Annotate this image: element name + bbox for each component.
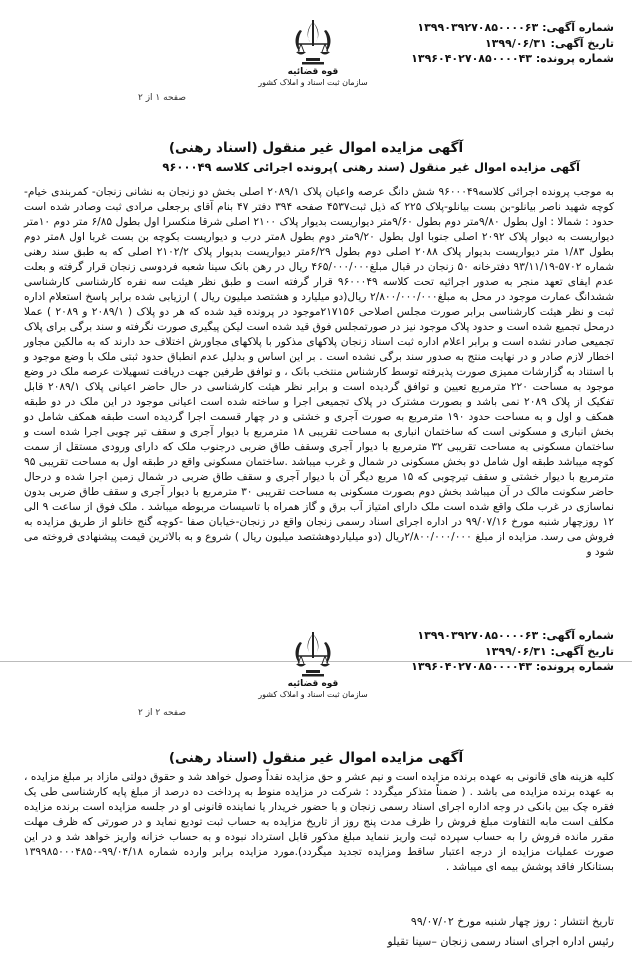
case-number: شماره پرونده: ۱۳۹۶۰۴۰۲۷۰۸۵۰۰۰۰۴۳ — [411, 660, 614, 673]
notice-date: تاریخ آگهی: ۱۳۹۹/۰۶/۳۱ — [484, 36, 614, 50]
notice-body: کلیه هزینه های قانونی به عهده برنده مزایده است و نیم عشر و حق مزایده نقداً وصول خواهد شد و حقوق دولتی مازاد بر مبلغ مزایده ، به عهده برنده مزایده می باشد . ( ضمناً متذکر میگردد : شرکت در مزایده منوط به پرداخت ده درصد از مبلغ پایه کارشناسی طی یک فقره چک بین بانکی در وجه اداره اجرای اسناد رسمی زنجان و با حضور خریدار یا نماینده قانونی او در جلسه مزایده است برنده مزایده مکلف است مابه التفاوت مبلغ فروش را ظرف مدت پنج روز از تاریخ مزایده به حساب ثبت تودیع نماید و در صورتی که ظرف مهلت مقرر مانده فروش را به حساب سپرده ثبت واریز ننماید مبلغ مذکور قابل استرداد نبوده و به حساب خزانه واریز خواهد شد و در این صورت عملیات مزایده از درجه اعتبار ساقط ومزایده تجدید میگردد).مورد مزایده برابر وارده شماره ۹۹/۰۴/۱۸-۱۳۹۹۸۵۰۰۰۴۸۵۰ بستانکار فاقد پوشش بیمه ای میباشد . — [24, 771, 614, 873]
notice-footer — [387, 912, 614, 952]
notice-meta — [411, 628, 614, 675]
case-number: شماره پرونده: ۱۳۹۶۰۴۰۲۷۰۸۵۰۰۰۰۴۳ — [411, 52, 614, 65]
judiciary-emblem-icon — [290, 14, 336, 66]
notice-body: به موجب پرونده اجرائی کلاسه۹۶۰۰۰۴۹ شش دانگ عرصه واعیان پلاک ۲۰۸۹/۱ اصلی بخش دو زنجان به نشانی زنجان- کمربندی خیام-کوچه شهید ناصر بیانلو-بن بست بیانلو-پلاک ۲۲۵ که ذیل ثبت۴۵۳۷ صفحه ۳۹۴ دفتر ۴۷ بنام آقای برجعلی مرادی ثبت وصادر شده است حدود : شمالا : اول بطول ۹/۸۰متر دوم بطول ۹/۶۰متر دیواریست بدیوار پلاک ۲۱۰۰ اصلی شرقا منکسرا اول بطول ۶/۸۵ متر دوم ۱۰متر دیواریست به دیوار پلاک ۲۰۹۲ اصلی جنوبا اول بطول ۹/۲۰متر دوم بطول ۸متر درب و دیواریست بکوچه بن بست غربا اول ۸متر دوم بطول ۱/۸۳ متر دیواریست بدیوار پلاک ۲۰۸۸ اصلی دوم بطول ۶/۲۹متر دیواریست بدیوار پلاک ۲۱۰۲/۲ اصلی که به طبق سند رهنی شماره ۵۷۰۲-۹۳/۱۱/۱۹ دفترخانه ۵۰ زنجان در قبال مبلغ۴۶۵/۰۰۰/۰۰۰ ریال در رهن بانک سینا شعبه فردوسی زنجان قرار گرفته و بعلت عدم ایفای تعهد منجر به صدور اجرائیه تحت کلاسه ۹۶۰۰۰۴۹ قرار گرفته است و طبق نظر هیئت سه نفره کارشناسی کارشناسی ششدانگ عمارت موجود در محل به مبلغ۲/۸۰۰/۰۰۰/۰۰۰ ریال(دو میلیارد و هشتصد میلیون ریال ) ارزیابی شده برابر پاسخ استعلام اداره ثبت و نظر هیئت کارشناسی برابر صورت مجلس اصلاحی ۲۱۷۱۵۶موجود در پرونده قید شده که هر دو پلاک ( ۲۰۸۹/۱ و ۲۰۸۹ ) عملا درمحل تجمیع شده است و حدود پلاک موجود نیز در صورتمجلس فوق قید شده است لیکن پیگیری صورت نگرفته و سند برگی برای پلاک تجمیعی صادر نشده است و برابر اعلام اداره ثبت اسناد زنجان پلاکهای مذکور با پلاکهای مجاورش اختلاف حد دارند که به مالکین مجاور اخطار لازم صادر و در نهایت منتج به صدور سند برگی نشده است . بر این اساس و بدلیل عدم انطباق حدود ثبتی ملک با وضع موجود و با استناد به گزارشات ممیزی صورت پذیرفته توسط کارشناس منتخب بانک ، و توافق طرفین جهت دریافت تسهیلات عرصه ملک در وضع موجود به مساحت ۲۲۰ مترمربع تعیین و توافق گردیده است و برابر نظر هیئت کارشناسی در حال حاضر اعیانی پلاک ۲۰۸۹/۱ قابل تفکیک از پلاک ۲۰۸۹ نمی باشد و بصورت مشترک در پلاک تجمیعی اجرا و ساخته شده است اعیانی موجود در این ملک در دو طبقه همکف و اول و به مساحت حدود ۱۹۰ مترمربع به صورت آجری و خشتی و در چهار قسمت اجرا گردیده است طبقه همکف شامل دو بخش انباری و مسکونی است که ساختمان انباری به مساحت تقریبی ۱۸ مترمربع با دیوار آجری و سقف تیر چوبی اجرا شده است و ساختمان مسکونی به مساحت تقریبی ۳۲ مترمربع با دیوار آجری وسقف طاق ضربی درجنوب ملک که دارای ورودی مستقل از سمت کوچه میباشد طبقه اول شامل دو بخش مسکونی در شمال و غرب میباشد .ساختمان مسکونی واقع در طبقه اول به مساحت تقریبی ۹۵ مترمربع با دیوار خشتی و سقف تیرچوبی که ۱۵ مربع دیگر آن با دیوار آجری و سقف طاق ضربی در شمال زمین اجرا شده و درحال حاضر سکونت مالک در آن میباشد بخش دوم بصورت مسکونی به مساحت تقریبی ۳۰ مترمربع با دیوار آجری و سقف طاق ضربی بدون نماسازی در غرب ملک واقع شده است ملک دارای امتیاز آب برق و گاز همراه با تاسیسات مربوطه میباشد . ملک فوق از ساعت ۹ الی ۱۲ روزچهار شنبه مورخ ۹۹/۰۷/۱۶ در اداره اجرای اسناد رسمی زنجان واقع در زنجان-خیابان صفا -کوچه گنج خانلو از طریق مزایده به فروش می رسد. مزایده از مبلغ ۲/۸۰۰/۰۰۰/۰۰۰ریال (دو میلیاردوهشتصد میلیون ریال ) شروع و به بالاترین قیمت پیشنهادی فروخته می شود و — [24, 186, 615, 558]
notice-page-2 — [0, 624, 632, 970]
judiciary-label: قوه قضائیه — [287, 679, 339, 689]
notice-title: آگهی مزایده اموال غیر منقول (اسناد رهنی) — [168, 750, 464, 766]
notice-number: شماره آگهی: ۱۳۹۹۰۳۹۲۷۰۸۵۰۰۰۰۶۳ — [417, 21, 614, 34]
registration-org-label: سازمان ثبت اسناد و املاک کشور — [258, 78, 368, 87]
notice-title: آگهی مزایده اموال غیر منقول (اسناد رهنی) — [168, 140, 464, 156]
notice-meta — [411, 20, 614, 67]
judiciary-emblem — [258, 626, 368, 699]
page-indicator: صفحه ۲ از ۲ — [138, 708, 186, 718]
page-indicator: صفحه ۱ از ۲ — [138, 93, 186, 103]
signatory: رئیس اداره اجرای اسناد رسمی زنجان –سینا تقیلو — [387, 935, 614, 948]
notice-date: تاریخ آگهی: ۱۳۹۹/۰۶/۳۱ — [484, 644, 614, 658]
judiciary-label: قوه قضائیه — [287, 67, 339, 77]
judiciary-emblem — [258, 14, 368, 87]
judiciary-emblem-icon — [290, 626, 336, 678]
notice-number: شماره آگهی: ۱۳۹۹۰۳۹۲۷۰۸۵۰۰۰۰۶۳ — [417, 629, 614, 642]
notice-subtitle: آگهی مزایده اموال غیر منقول (سند رهنی )پرونده اجرائی کلاسه ۹۶۰۰۰۴۹ — [162, 160, 580, 174]
publication-date: تاریخ انتشار : روز چهار شنبه مورخ ۹۹/۰۷/۰۲ — [410, 915, 614, 928]
registration-org-label: سازمان ثبت اسناد و املاک کشور — [258, 690, 368, 699]
